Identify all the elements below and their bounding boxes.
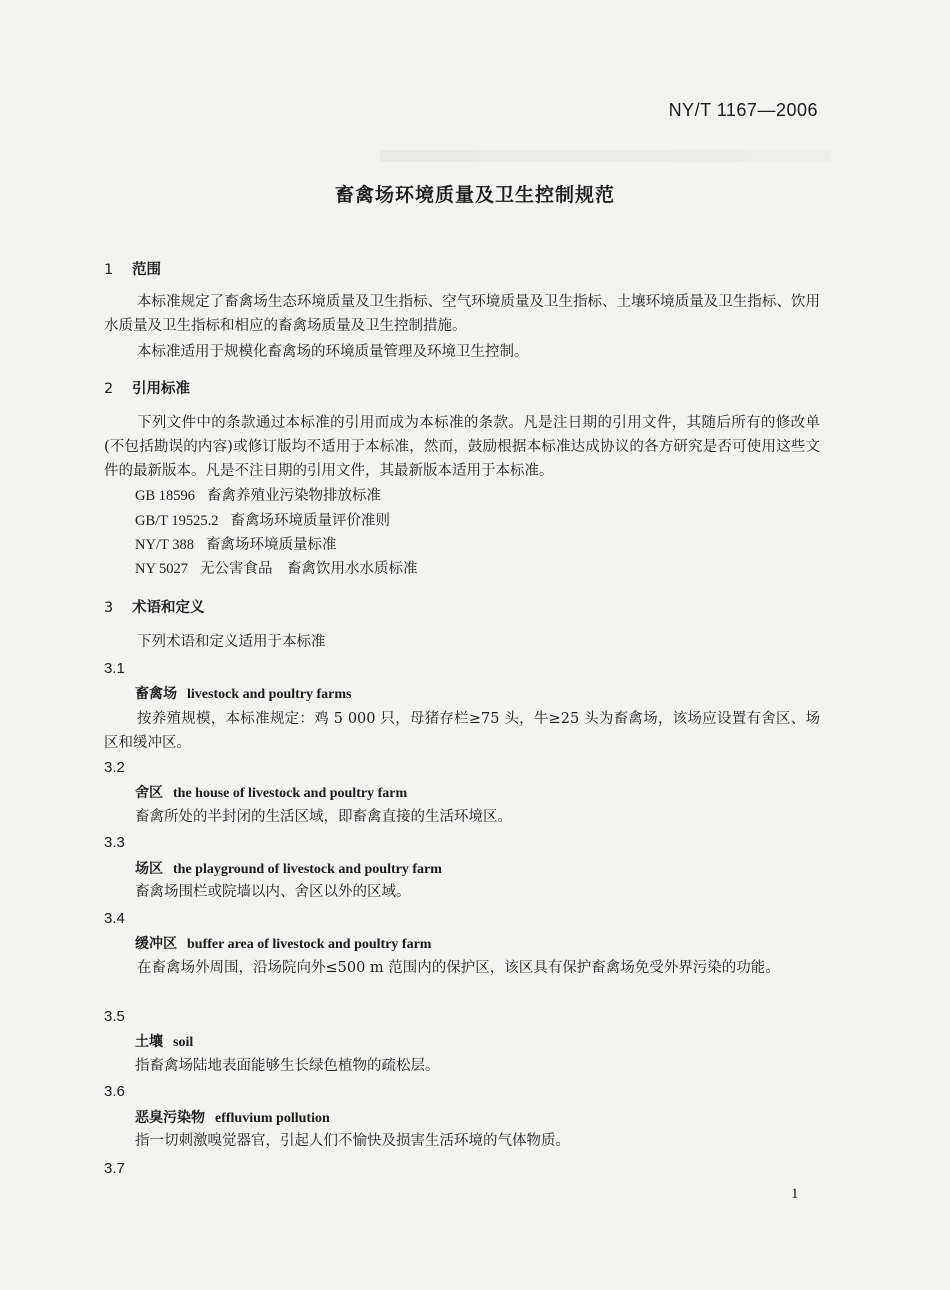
term-definition: 按养殖规模，本标准规定：鸡 5 000 只，母猪存栏≥75 头，牛≥25 头为畜禽场，该场应设置有舍区、场区和缓冲区。 xyxy=(104,711,820,751)
section-3-heading xyxy=(104,596,205,620)
term-number: 3.4 xyxy=(104,910,125,927)
reference-item xyxy=(135,557,418,581)
section-1-paragraph-1: 本标准规定了畜禽场生态环境质量及卫生指标、空气环境质量及卫生指标、土壤环境质量及卫生指标、饮用水质量及卫生指标和相应的畜禽场质量及卫生控制措施。 xyxy=(104,294,820,334)
term-zh: 缓冲区 xyxy=(135,936,177,952)
term-number: 3.6 xyxy=(104,1083,125,1100)
term-definition: 指畜禽场陆地表面能够生长绿色植物的疏松层。 xyxy=(135,1058,440,1074)
term-zh: 恶臭污染物 xyxy=(135,1110,205,1126)
term-en: soil xyxy=(173,1035,194,1050)
term-zh: 土壤 xyxy=(135,1034,163,1050)
section-2-paragraph-1: 下列文件中的条款通过本标准的引用而成为本标准的条款。凡是注日期的引用文件，其随后所有的修改单(不包括勘误的内容)或修订版均不适用于本标准，然而，鼓励根据本标准达成协议的各方研究是否可使用这些文件的最新版本。凡是不注日期的引用文件，其最新版本适用于本标准。 xyxy=(104,415,820,479)
section-2-heading xyxy=(104,377,190,401)
term-heading xyxy=(135,1106,330,1131)
page-number: 1 xyxy=(791,1186,799,1202)
reference-code: GB 18596 xyxy=(135,488,196,504)
standard-number: NY/T 1167—2006 xyxy=(668,100,818,120)
reference-code: GB/T 19525.2 xyxy=(135,513,219,529)
reference-code: NY/T 388 xyxy=(135,537,194,553)
term-number: 3.7 xyxy=(104,1160,125,1177)
document-title: 畜禽场环境质量及卫生控制规范 xyxy=(334,184,615,206)
reference-code: NY 5027 xyxy=(135,561,189,577)
term-en: the playground of livestock and poultry farm xyxy=(173,862,442,877)
section-1-heading xyxy=(104,258,161,282)
section-title: 引用标准 xyxy=(132,381,190,397)
section-3-intro: 下列术语和定义适用于本标准 xyxy=(137,634,326,650)
bleed-through-shadow xyxy=(380,150,830,162)
section-title: 术语和定义 xyxy=(132,600,205,616)
term-heading xyxy=(135,1030,193,1055)
reference-title: 畜禽养殖业污染物排放标准 xyxy=(207,488,382,504)
section-number: 1 xyxy=(104,262,114,278)
term-zh: 场区 xyxy=(135,861,163,877)
term-zh: 畜禽场 xyxy=(135,686,177,702)
term-heading xyxy=(135,781,407,806)
term-number: 3.1 xyxy=(104,660,125,677)
section-title: 范围 xyxy=(132,262,161,278)
section-1-paragraph-2: 本标准适用于规模化畜禽场的环境质量管理及环境卫生控制。 xyxy=(137,344,529,360)
term-heading xyxy=(135,682,352,707)
reference-title: 无公害食品 畜禽饮用水水质标准 xyxy=(200,561,418,577)
term-definition: 指一切刺激嗅觉器官，引起人们不愉快及损害生活环境的气体物质。 xyxy=(135,1133,570,1149)
term-en: buffer area of livestock and poultry farm xyxy=(187,937,432,952)
term-heading xyxy=(135,857,442,882)
reference-item xyxy=(135,533,336,557)
reference-title: 畜禽场环境质量评价准则 xyxy=(230,513,391,529)
section-number: 2 xyxy=(104,381,114,397)
section-number: 3 xyxy=(104,600,114,616)
term-zh: 舍区 xyxy=(135,785,163,801)
term-number: 3.2 xyxy=(104,759,125,776)
term-number: 3.3 xyxy=(104,834,125,851)
term-number: 3.5 xyxy=(104,1008,125,1025)
term-en: livestock and poultry farms xyxy=(187,687,352,702)
term-en: the house of livestock and poultry farm xyxy=(173,786,408,801)
term-heading xyxy=(135,932,431,957)
term-definition: 在畜禽场外周围，沿场院向外≤500 m 范围内的保护区，该区具有保护畜禽场免受外界污染的功能。 xyxy=(137,960,780,976)
reference-item xyxy=(135,509,390,533)
reference-title: 畜禽场环境质量标准 xyxy=(205,537,337,553)
term-definition: 畜禽场围栏或院墙以内、舍区以外的区域。 xyxy=(135,884,411,900)
term-definition: 畜禽所处的半封闭的生活区域，即畜禽直接的生活环境区。 xyxy=(135,809,512,825)
reference-item xyxy=(135,484,381,508)
term-en: effluvium pollution xyxy=(215,1111,330,1126)
